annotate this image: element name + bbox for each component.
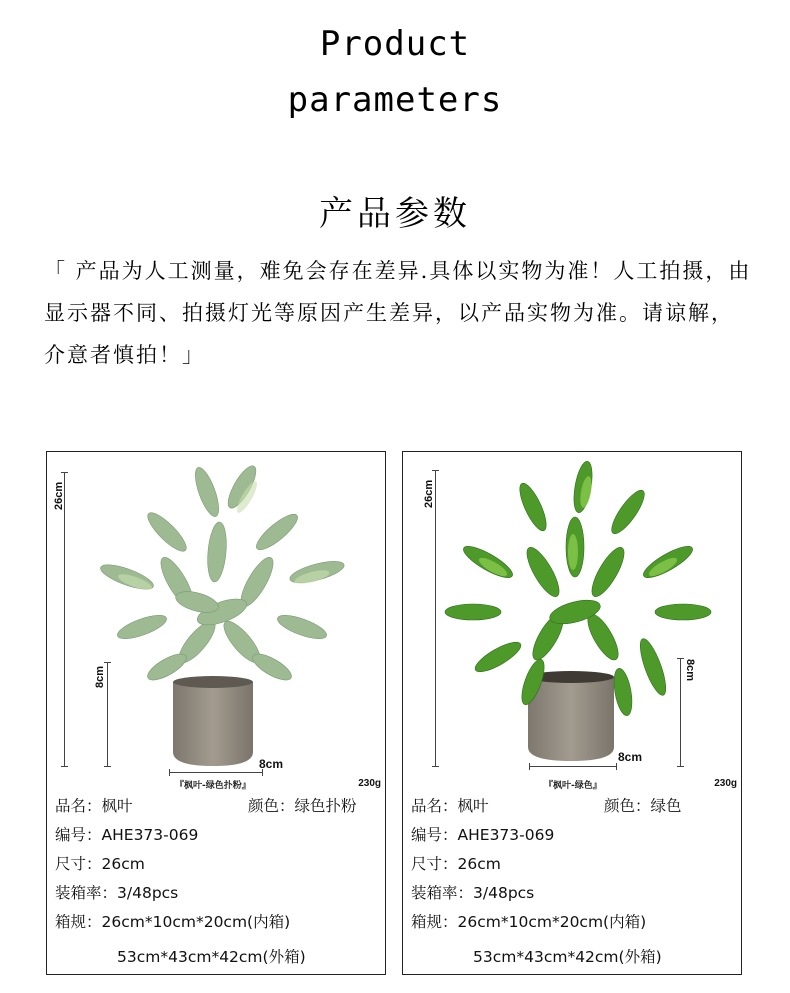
spec-code-label: 编号： [55, 826, 102, 844]
disclaimer-notice: 「 产品为人工测量，难免会存在差异.具体以实物为准！人工拍摄，由显示器不同、拍摄灯光等原因产生差异，以产品实物为准。请谅解，介意者慎拍！」 [44, 259, 752, 367]
product-photo [403, 452, 741, 792]
pot-height-dimension-line [680, 658, 681, 767]
spec-box-outer: 53cm*43cm*42cm(外箱) [117, 948, 306, 966]
spec-box-inner: 26cm*10cm*20cm(内箱) [457, 913, 647, 931]
plant-image-icon [47, 452, 385, 792]
pot-width-dimension-line [169, 772, 263, 773]
pot-width-dimension-line [529, 766, 617, 767]
spec-size-value: 26cm [101, 855, 145, 873]
spec-packing-value: 3/48pcs [117, 884, 179, 902]
spec-box-row [55, 908, 383, 937]
spec-size-row [55, 850, 383, 879]
pot-width-label: 8cm [618, 750, 643, 764]
spec-name-value: 枫叶 [457, 797, 489, 815]
spec-box-label: 箱规： [55, 913, 102, 931]
spec-code-value: AHE373-069 [457, 826, 555, 844]
height-label: 26cm [53, 481, 65, 510]
spec-list [55, 792, 383, 972]
spec-color-value: 绿色扑粉 [294, 797, 357, 815]
spec-size-value: 26cm [457, 855, 501, 873]
spec-box-inner: 26cm*10cm*20cm(内箱) [101, 913, 291, 931]
height-dimension-line [64, 472, 65, 767]
spec-color-label: 颜色： [604, 797, 651, 815]
spec-code-label: 编号： [411, 826, 458, 844]
pot-height-label: 8cm [94, 665, 106, 688]
spec-name-row [55, 792, 383, 821]
height-dimension-line [435, 470, 436, 767]
spec-box-label: 箱规： [411, 913, 458, 931]
spec-size-label: 尺寸： [55, 855, 102, 873]
spec-code-value: AHE373-069 [101, 826, 199, 844]
variant-caption: 『枫叶-绿色』 [544, 781, 602, 791]
pot-height-label: 8cm [684, 659, 696, 682]
spec-packing-value: 3/48pcs [473, 884, 535, 902]
spec-box-outer: 53cm*43cm*42cm(外箱) [473, 948, 662, 966]
spec-box-outer-row [55, 943, 383, 972]
page-title-en-line2: parameters [287, 80, 503, 120]
spec-box-outer-row [411, 943, 739, 972]
variant-caption: 『枫叶-绿色扑粉』 [175, 781, 251, 791]
spec-packing-label: 装箱率： [411, 884, 474, 902]
spec-color-value: 绿色 [650, 797, 682, 815]
spec-name-row [411, 792, 739, 821]
pot-width-label: 8cm [259, 757, 284, 771]
weight-label: 230g [358, 778, 381, 789]
weight-label: 230g [714, 778, 737, 789]
spec-code-row [411, 821, 739, 850]
product-photo [47, 452, 385, 792]
spec-packing-label: 装箱率： [55, 884, 118, 902]
spec-code-row [55, 821, 383, 850]
page-title-en-line1: Product [319, 24, 471, 64]
spec-color-label: 颜色： [248, 797, 295, 815]
plant-image-icon [403, 452, 741, 792]
spec-name-label: 品名： [55, 797, 102, 815]
spec-packing-row [55, 879, 383, 908]
spec-name-label: 品名： [411, 797, 458, 815]
product-card-frosted [46, 451, 386, 975]
spec-box-row [411, 908, 739, 937]
product-card-green [402, 451, 742, 975]
pot-height-dimension-line [107, 662, 108, 767]
spec-size-row [411, 850, 739, 879]
page-title-cn: 产品参数 [319, 194, 471, 234]
spec-name-value: 枫叶 [101, 797, 133, 815]
spec-list [411, 792, 739, 972]
height-label: 26cm [423, 479, 435, 508]
spec-size-label: 尺寸： [411, 855, 458, 873]
spec-packing-row [411, 879, 739, 908]
